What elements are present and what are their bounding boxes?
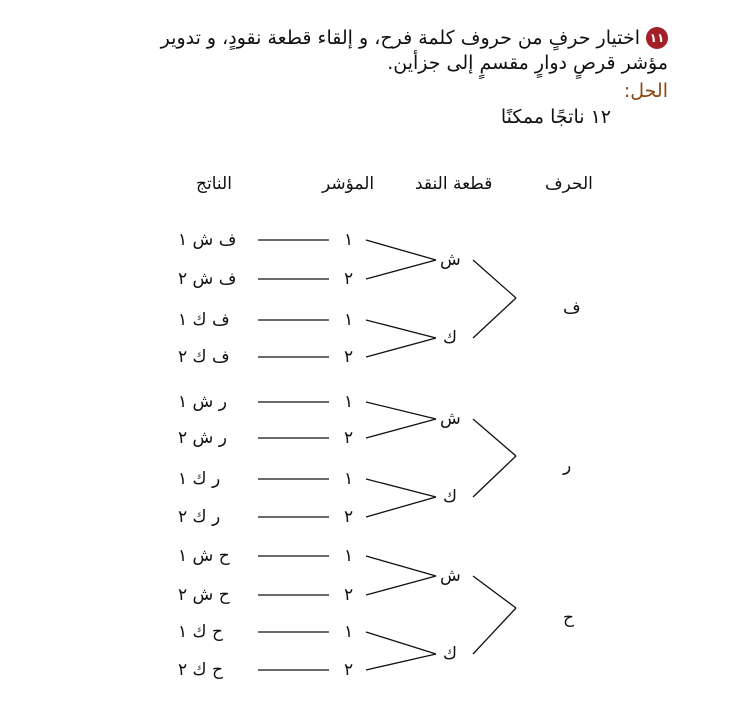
outcome-label: ح ش ١ (178, 546, 230, 566)
coin-to-pointer-branch (366, 338, 436, 357)
outcome-label: ر ك ١ (178, 469, 221, 489)
pointer-node: ١ (344, 469, 354, 489)
pointer-node: ١ (344, 392, 354, 412)
pointer-node: ١ (344, 622, 354, 642)
coin-to-pointer-branch (366, 654, 436, 670)
outcome-label: ح ش ٢ (178, 585, 230, 605)
question-line-1: اختيار حرفٍ من حروف كلمة فرح، و إلقاء قطعة نقودٍ، و تدوير (160, 27, 640, 49)
letter-node: ح (563, 608, 574, 628)
coin-to-pointer-branch (366, 576, 436, 595)
pointer-node: ٢ (344, 660, 354, 680)
coin-node: ش (440, 250, 461, 270)
pointer-node: ١ (344, 230, 354, 250)
letter-node: ف (563, 298, 581, 318)
letter-to-coin-branch (473, 260, 516, 298)
outcome-label: ر ش ٢ (178, 428, 227, 448)
letter-to-coin-branch (473, 419, 516, 456)
coin-node: ش (440, 566, 461, 586)
coin-node: ك (443, 644, 458, 664)
coin-to-pointer-branch (366, 497, 436, 517)
header-letter: الحرف (545, 174, 593, 194)
header-outcome: الناتج (196, 174, 232, 194)
letter-to-coin-branch (473, 456, 516, 497)
pointer-node: ١ (344, 310, 354, 330)
coin-node: ك (443, 487, 458, 507)
outcome-label: ح ك ٢ (178, 660, 223, 680)
outcome-label: ف ش ٢ (178, 269, 237, 289)
pointer-node: ٢ (344, 585, 354, 605)
pointer-node: ١ (344, 546, 354, 566)
question-number-badge: ١١ (646, 27, 668, 49)
outcome-label: ح ك ١ (178, 622, 223, 642)
coin-to-pointer-branch (366, 632, 436, 654)
coin-to-pointer-branch (366, 479, 436, 497)
pointer-node: ٢ (344, 507, 354, 527)
coin-to-pointer-branch (366, 419, 436, 438)
outcome-label: ف ش ١ (178, 230, 237, 250)
coin-to-pointer-branch (366, 320, 436, 338)
outcome-label: ف ك ١ (178, 310, 230, 330)
pointer-node: ٢ (344, 347, 354, 367)
coin-to-pointer-branch (366, 402, 436, 419)
letter-node: ر (563, 456, 572, 476)
letter-to-coin-branch (473, 298, 516, 338)
header-pointer: المؤشر (322, 174, 375, 194)
coin-to-pointer-branch (366, 240, 436, 260)
coin-node: ك (443, 328, 458, 348)
solution-label: الحل: (623, 80, 668, 102)
pointer-node: ٢ (344, 428, 354, 448)
outcome-label: ف ك ٢ (178, 347, 230, 367)
coin-node: ش (440, 409, 461, 429)
outcomes-count: ١٢ ناتجًا ممكنًا (500, 106, 611, 128)
header-coin: قطعة النقد (415, 174, 493, 194)
letter-to-coin-branch (473, 576, 516, 608)
coin-to-pointer-branch (366, 556, 436, 576)
outcome-label: ر ك ٢ (178, 507, 221, 527)
outcome-label: ر ش ١ (178, 392, 227, 412)
question-line-2: مؤشر قرصٍ دوارٍ مقسمٍ إلى جزأين. (387, 52, 668, 74)
letter-to-coin-branch (473, 608, 516, 654)
coin-to-pointer-branch (366, 260, 436, 279)
pointer-node: ٢ (344, 269, 354, 289)
